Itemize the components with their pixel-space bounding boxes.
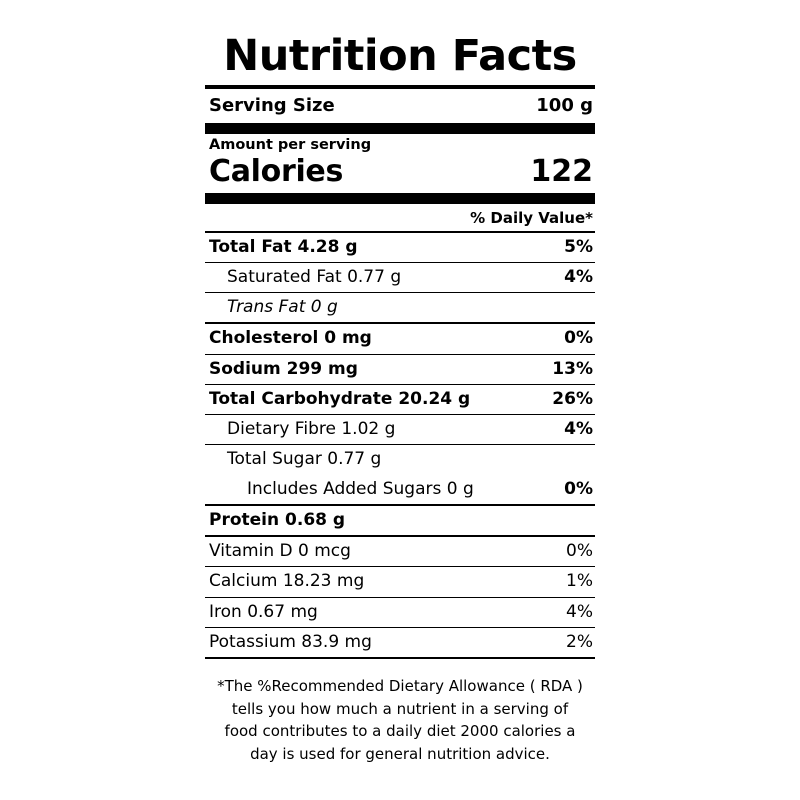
nutrient-row xyxy=(205,233,595,262)
nutrient-name: Cholesterol 0 mg xyxy=(209,328,372,349)
nutrient-name: Iron 0.67 mg xyxy=(209,601,318,622)
nutrient-name: Total Carbohydrate 20.24 g xyxy=(209,388,471,409)
nutrient-dv: 1% xyxy=(566,571,593,592)
serving-size-label: Serving Size xyxy=(209,95,335,117)
nutrient-dv: 2% xyxy=(566,631,593,652)
nutrient-dv: 0% xyxy=(564,478,593,499)
nutrient-row xyxy=(205,263,595,292)
nutrient-row xyxy=(205,445,595,474)
nutrient-dv: 13% xyxy=(552,358,593,379)
nutrient-name: Protein 0.68 g xyxy=(209,509,346,530)
nutrient-row xyxy=(205,385,595,414)
calories-value: 122 xyxy=(530,153,593,189)
nutrient-row xyxy=(205,475,595,504)
nutrient-dv: 0% xyxy=(564,328,593,349)
nutrient-name: Trans Fat 0 g xyxy=(227,297,338,318)
nutrient-dv: 4% xyxy=(564,266,593,287)
nutrient-name: Total Sugar 0.77 g xyxy=(227,449,382,470)
nutrient-row xyxy=(205,567,595,596)
nutrient-row xyxy=(205,324,595,353)
divider xyxy=(205,657,595,659)
nutrient-dv: 0% xyxy=(566,541,593,562)
nutrient-row xyxy=(205,628,595,657)
nutrient-name: Total Fat 4.28 g xyxy=(209,236,358,257)
nutrient-row xyxy=(205,293,595,322)
daily-value-header: % Daily Value* xyxy=(470,208,593,227)
divider-serving xyxy=(205,123,595,134)
nutrient-name: Includes Added Sugars 0 g xyxy=(247,478,474,499)
nutrient-row xyxy=(205,537,595,566)
serving-size-value: 100 g xyxy=(536,95,593,117)
nutrient-row xyxy=(205,415,595,444)
nutrient-name: Saturated Fat 0.77 g xyxy=(227,266,402,287)
nutrient-name: Sodium 299 mg xyxy=(209,358,358,379)
calories-row xyxy=(205,154,595,193)
divider-calories xyxy=(205,193,595,204)
footnote: *The %Recommended Dietary Allowance ( RDA ) tells you how much a nutrient in a serving of food contributes to a daily diet 2000 calories a day is used for general nutrition advice. xyxy=(217,677,583,763)
nutrition-facts-label xyxy=(205,31,595,765)
nutrient-name: Dietary Fibre 1.02 g xyxy=(227,419,396,440)
nutrient-name: Calcium 18.23 mg xyxy=(209,571,365,592)
nutrient-dv: 26% xyxy=(552,388,593,409)
serving-size-row xyxy=(205,89,595,123)
calories-label: Calories xyxy=(209,153,344,189)
nutrient-name: Potassium 83.9 mg xyxy=(209,631,372,652)
nutrient-row xyxy=(205,355,595,384)
amount-per-serving-label: Amount per serving xyxy=(209,136,372,153)
nutrient-dv: 5% xyxy=(564,236,593,257)
nutrient-dv: 4% xyxy=(566,601,593,622)
nutrient-dv: 4% xyxy=(564,419,593,440)
nutrient-name: Vitamin D 0 mcg xyxy=(209,541,351,562)
nutrient-row xyxy=(205,598,595,627)
nutrient-row xyxy=(205,506,595,535)
page-title: Nutrition Facts xyxy=(223,31,577,81)
